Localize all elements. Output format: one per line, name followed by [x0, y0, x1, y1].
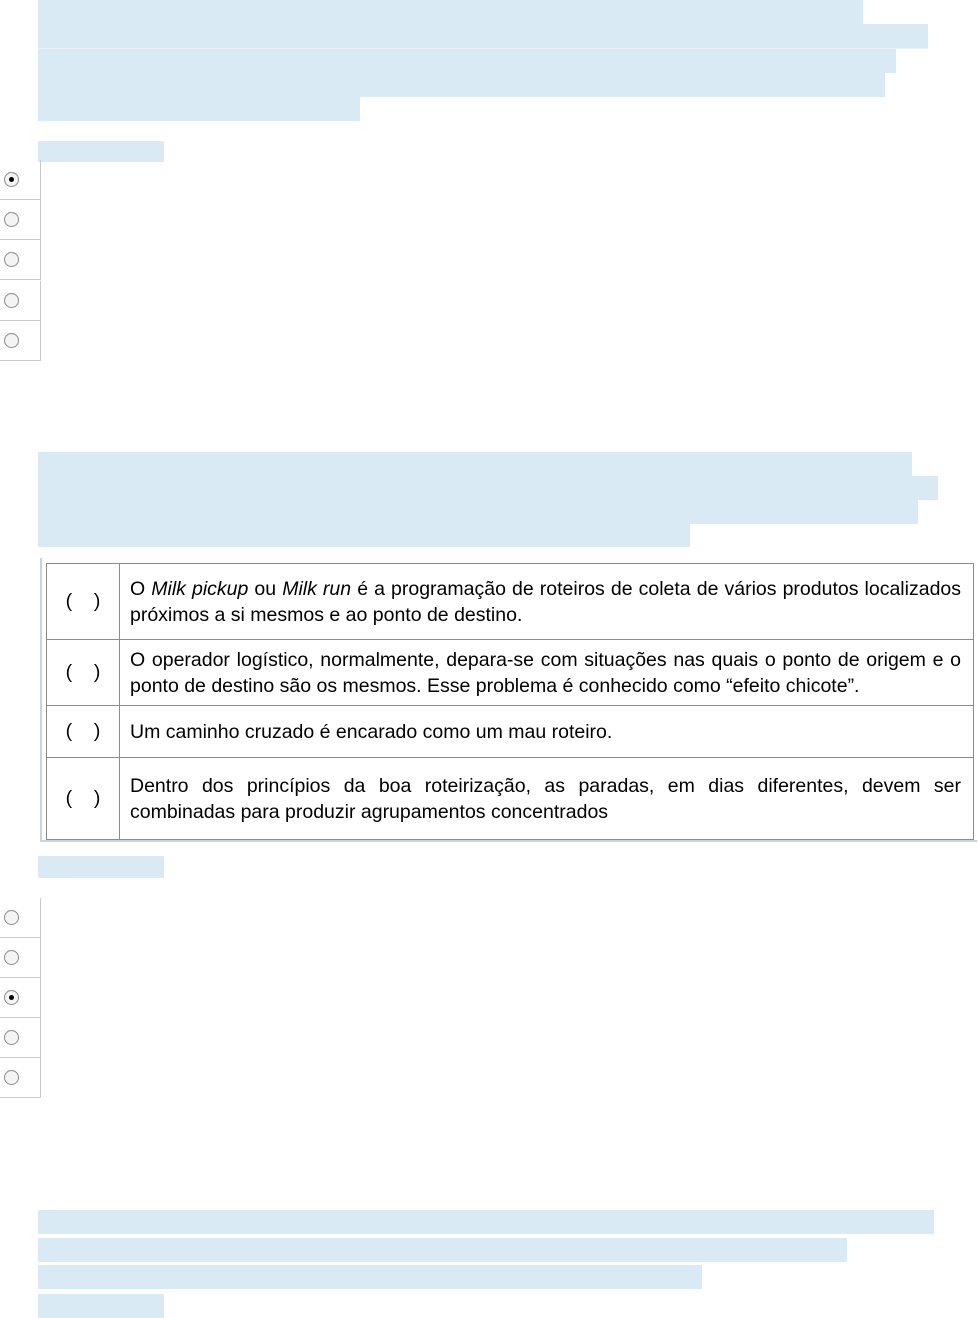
q1-option-row[interactable]	[0, 240, 41, 280]
q2-option-radio[interactable]	[4, 990, 19, 1005]
q2-option-row[interactable]	[0, 1058, 41, 1098]
statement-mark: ( )	[47, 640, 120, 706]
q2-option-row[interactable]	[0, 978, 41, 1018]
statement-mark: ( )	[47, 706, 120, 758]
statement-text: Dentro dos princípios da boa roteirização, as paradas, em dias diferentes, devem ser combinadas para produzir agrupamentos concentrados	[120, 758, 974, 840]
q1-text-line-1	[38, 0, 863, 24]
statements-table	[46, 563, 974, 840]
table-row	[47, 706, 974, 758]
q1-option-row[interactable]	[0, 200, 41, 240]
statement-text: O operador logístico, normalmente, depara-se com situações nas quais o ponto de origem e o ponto de destino são os mesmos. Esse problema é conhecido como “efeito chicote”.	[120, 640, 974, 706]
statement-text: O Milk pickup ou Milk run é a programação de roteiros de coleta de vários produtos localizados próximos a si mesmos e ao ponto de destino.	[120, 564, 974, 640]
q3-text-line-3	[38, 1265, 702, 1289]
q2-option-row[interactable]	[0, 938, 41, 978]
q1-option-radio[interactable]	[4, 333, 19, 348]
q3-text-line-1	[38, 1210, 934, 1234]
q1-option-row[interactable]	[0, 321, 41, 361]
q1-text-line-4	[38, 73, 885, 97]
q2-text-line-4	[38, 524, 690, 547]
q2-option-radio[interactable]	[4, 950, 19, 965]
q2-option-row[interactable]	[0, 898, 41, 938]
statement-mark: ( )	[47, 564, 120, 640]
q2-option-row[interactable]	[0, 1018, 41, 1058]
q1-text-line-3	[38, 49, 896, 73]
q1-options-label	[38, 141, 164, 162]
q2-option-radio[interactable]	[4, 1070, 19, 1085]
q1-option-radio[interactable]	[4, 172, 19, 187]
q2-text-line-1	[38, 452, 912, 476]
q3-options-label	[38, 1294, 164, 1318]
q1-option-radio[interactable]	[4, 252, 19, 267]
q1-option-row[interactable]	[0, 281, 41, 321]
q1-option-row[interactable]	[0, 160, 41, 200]
statement-mark: ( )	[47, 758, 120, 840]
statement-text: Um caminho cruzado é encarado como um mau roteiro.	[120, 706, 974, 758]
q1-option-radio[interactable]	[4, 212, 19, 227]
table-row	[47, 640, 974, 706]
q2-text-line-2	[38, 476, 938, 500]
q1-text-line-2	[38, 24, 928, 48]
q2-options-label	[38, 856, 164, 878]
q2-text-line-3	[38, 500, 918, 524]
q2-option-radio[interactable]	[4, 1030, 19, 1045]
q1-text-line-5	[38, 97, 360, 121]
table-row	[47, 564, 974, 640]
q2-option-radio[interactable]	[4, 910, 19, 925]
q3-text-line-2	[38, 1238, 847, 1262]
q1-option-radio[interactable]	[4, 293, 19, 308]
table-row	[47, 758, 974, 840]
